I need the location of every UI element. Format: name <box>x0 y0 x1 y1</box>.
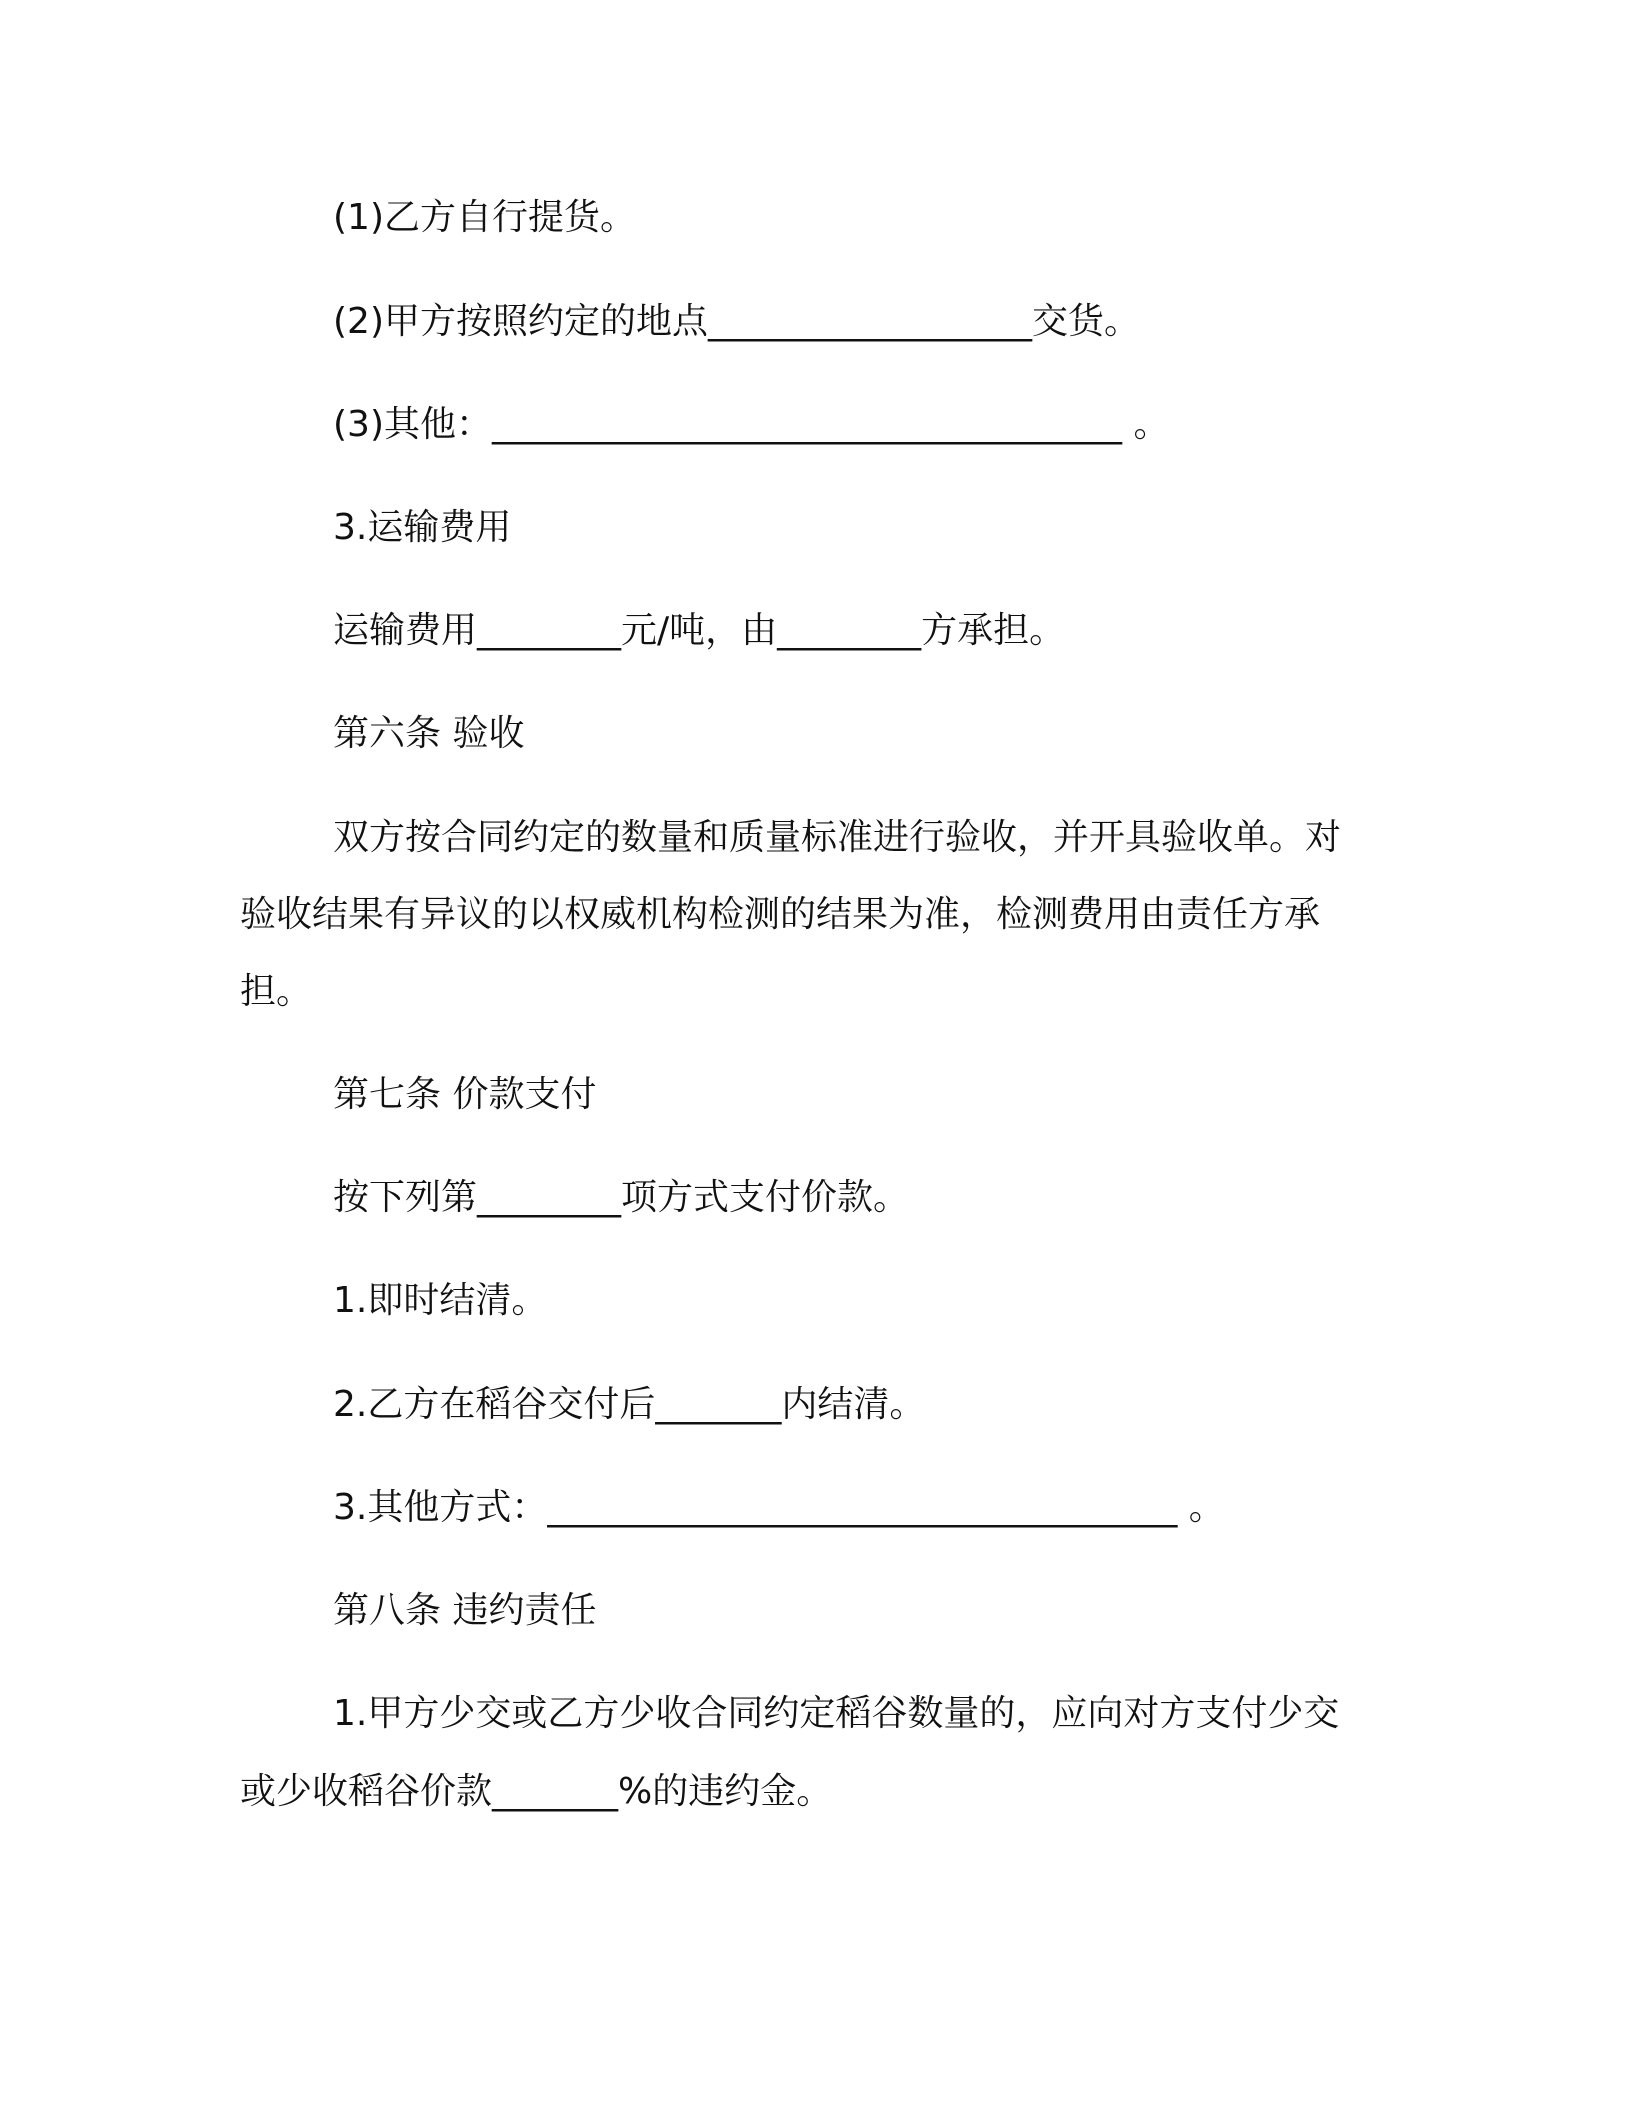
section-heading-transport-fee: 3.运输费用 <box>333 507 512 548</box>
article-seven-heading: 第七条 价款支付 <box>333 1074 597 1115</box>
paragraph-line: 双方按合同约定的数量和质量标准进行验收，并开具验收单。对 <box>333 817 1342 858</box>
clause-option-3: (3)其他：___________________________________ 。 <box>333 404 1170 445</box>
payment-method-text: 按下列第________项方式支付价款。 <box>333 1177 910 1218</box>
paragraph-line: 1.甲方少交或乙方少收合同约定稻谷数量的，应向对方支付少交 <box>333 1693 1340 1734</box>
clause-option-2: (2)甲方按照约定的地点__________________交货。 <box>333 301 1140 342</box>
article-six-heading: 第六条 验收 <box>333 713 525 754</box>
payment-option-1: 1.即时结清。 <box>333 1280 548 1321</box>
payment-option-3: 3.其他方式：___________________________________ 。 <box>333 1487 1225 1528</box>
transport-fee-text: 运输费用________元/吨，由________方承担。 <box>333 610 1066 651</box>
payment-option-2: 2.乙方在稻谷交付后_______内结清。 <box>333 1384 926 1425</box>
paragraph-line: 或少收稻谷价款_______%的违约金。 <box>240 1771 833 1812</box>
paragraph-line: 担。 <box>240 971 313 1012</box>
clause-option-1: (1)乙方自行提货。 <box>333 197 636 238</box>
paragraph-line: 验收结果有异议的以权威机构检测的结果为准，检测费用由责任方承 <box>240 894 1321 935</box>
article-eight-heading: 第八条 违约责任 <box>333 1590 597 1631</box>
